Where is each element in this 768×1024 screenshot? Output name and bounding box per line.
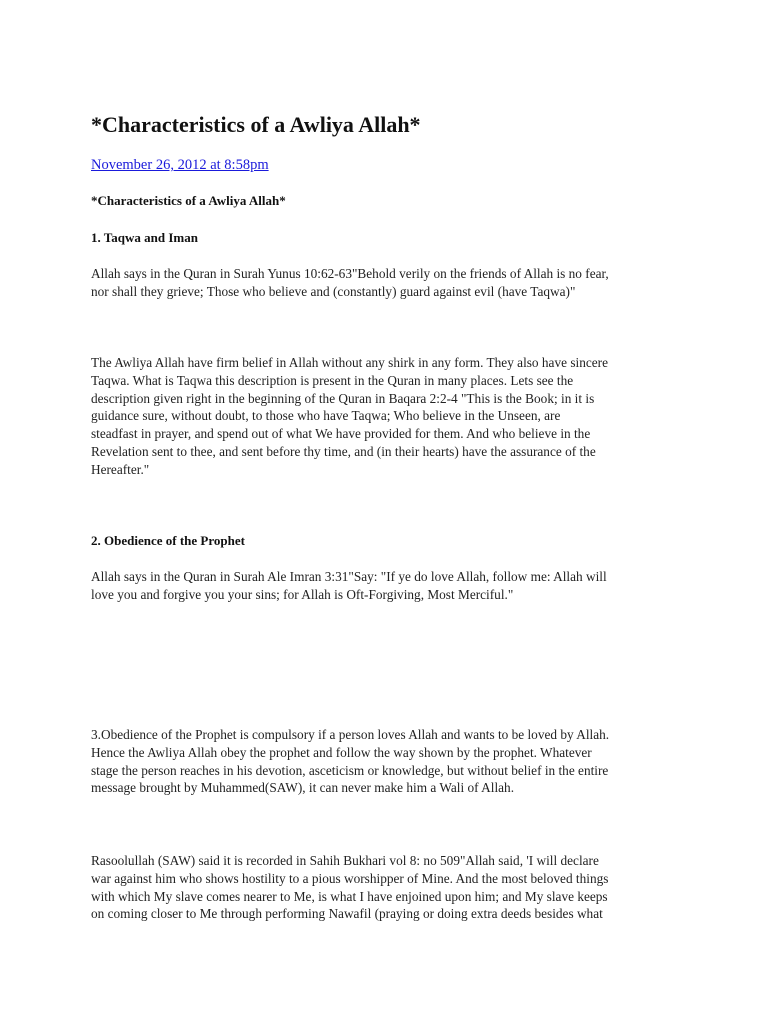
paragraph-awliya-belief	[91, 354, 691, 479]
paragraph-line: on coming closer to Me through performing Nawafil (praying or doing extra deeds besides what	[91, 906, 603, 922]
section-heading-obedience: 2. Obedience of the Prophet	[91, 533, 245, 548]
section-heading-taqwa-iman: 1. Taqwa and Iman	[91, 230, 198, 245]
paragraph-surah-yunus	[91, 265, 691, 301]
post-date-link[interactable]: November 26, 2012 at 8:58pm	[91, 157, 269, 173]
paragraph-line: guidance sure, without doubt, to those who have Taqwa; Who believe in the Unseen, are	[91, 408, 561, 424]
paragraph-line: Hence the Awliya Allah obey the prophet and follow the way shown by the prophet. Whatever	[91, 744, 592, 760]
paragraph-line: Allah says in the Quran in Surah Yunus 10:62-63"Behold verily on the friends of Allah is no fear,	[91, 266, 609, 281]
paragraph-line: Hereafter."	[91, 461, 150, 477]
paragraph-line: love you and forgive you your sins; for Allah is Oft-Forgiving, Most Merciful."	[91, 586, 514, 602]
paragraph-line: Allah says in the Quran in Surah Ale Imran 3:31"Say: "If ye do love Allah, follow me: Allah will	[91, 569, 607, 584]
paragraph-line: war against him who shows hostility to a pious worshipper of Mine. And the most beloved things	[91, 870, 609, 886]
paragraph-line: steadfast in prayer, and spend out of what We have provided for them. And who believe in the	[91, 426, 591, 442]
paragraph-line: Revelation sent to thee, and sent before thy time, and (in their hearts) have the assurance of the	[91, 443, 596, 459]
paragraph-obedience-compulsory	[91, 726, 691, 797]
page-title: *Characteristics of a Awliya Allah*	[91, 112, 421, 137]
paragraph-line: description given right in the beginning of the Quran in Baqara 2:2-4 "This is the Book; in it is	[91, 390, 595, 406]
paragraph-line: Taqwa. What is Taqwa this description is present in the Quran in many places. Lets see the	[91, 372, 574, 388]
article-subtitle: *Characteristics of a Awliya Allah*	[91, 193, 286, 208]
paragraph-line: Rasoolullah (SAW) said it is recorded in Sahih Bukhari vol 8: no 509"Allah said, 'I will declare	[91, 853, 599, 868]
paragraph-sahih-bukhari	[91, 852, 691, 923]
paragraph-line: with which My slave comes nearer to Me, is what I have enjoined upon him; and My slave keeps	[91, 888, 608, 904]
paragraph-line: 3.Obedience of the Prophet is compulsory if a person loves Allah and wants to be loved by Allah.	[91, 727, 610, 742]
paragraph-line: message brought by Muhammed(SAW), it can never make him a Wali of Allah.	[91, 780, 515, 796]
paragraph-line: stage the person reaches in his devotion, asceticism or knowledge, but without belief in the entire	[91, 762, 609, 778]
paragraph-line: The Awliya Allah have firm belief in Allah without any shirk in any form. They also have sincere	[91, 355, 608, 370]
paragraph-surah-ale-imran	[91, 568, 691, 604]
paragraph-line: nor shall they grieve; Those who believe and (constantly) guard against evil (have Taqwa)"	[91, 283, 576, 299]
